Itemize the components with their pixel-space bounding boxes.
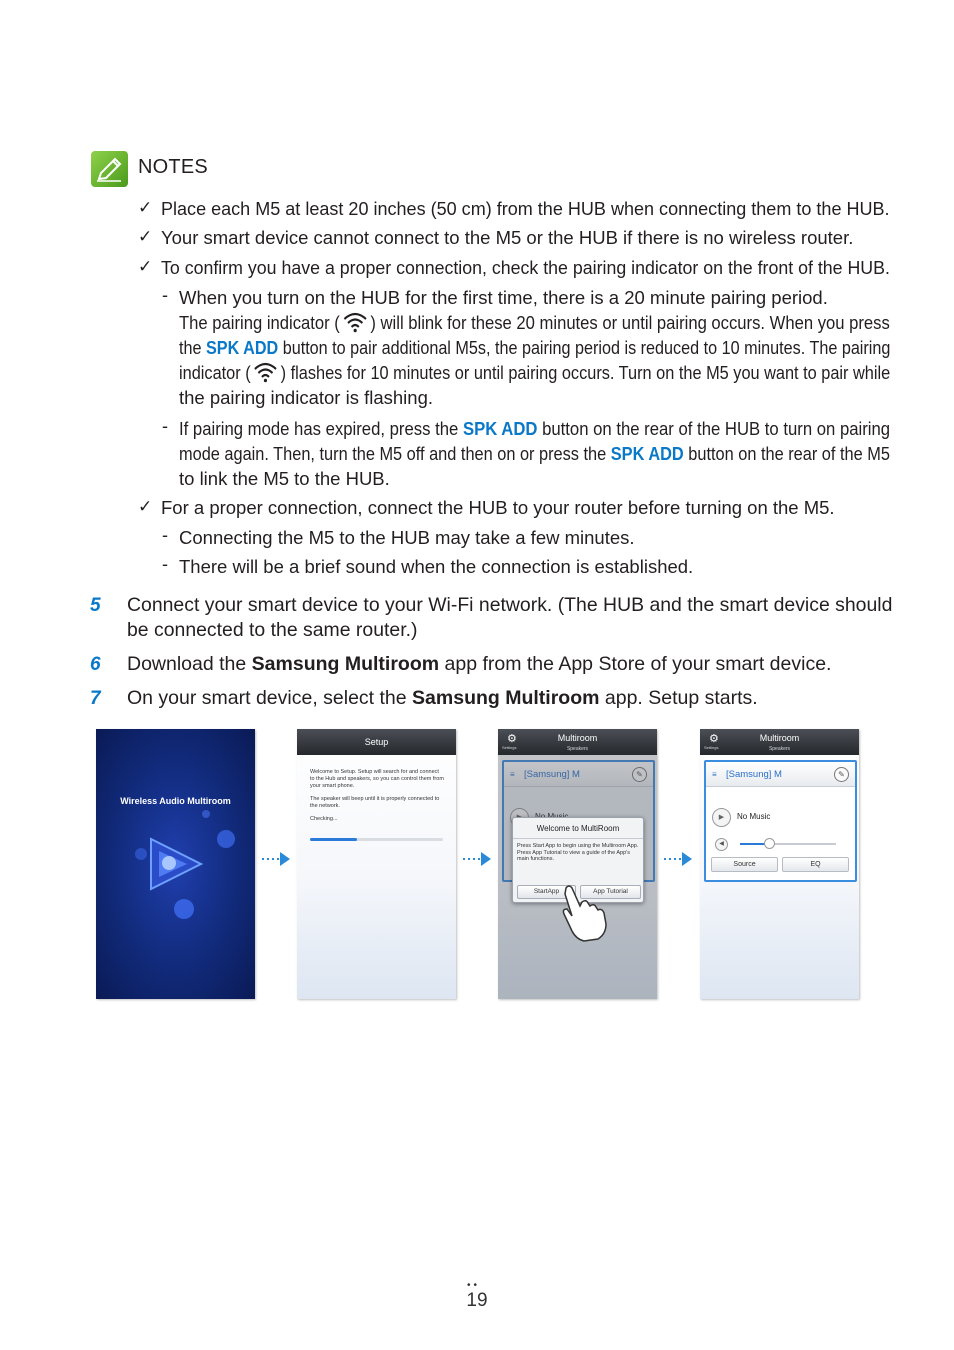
welcome-dialog-screen <box>498 729 657 999</box>
check-icon: ✓ <box>138 497 153 516</box>
dash-bullet: - <box>162 285 168 305</box>
check-icon: ✓ <box>138 257 153 276</box>
step-5-text: Connect your smart device to your Wi-Fi network. (The HUB and the smart device should be connected to the same router.) <box>127 594 893 641</box>
source-button[interactable]: Source <box>711 857 778 872</box>
volume-slider-handle[interactable] <box>764 838 775 849</box>
no-music-label: No Music <box>737 812 771 821</box>
app-topbar: ⚙ Settings Multiroom Speakers <box>700 729 859 755</box>
spk-add-keyword: SPK ADD <box>205 337 279 358</box>
arrow-right-icon <box>664 850 694 873</box>
edit-pencil-icon[interactable]: ✎ <box>834 767 849 782</box>
splash-title: Wireless Audio Multiroom <box>120 796 231 806</box>
speakers-screen <box>700 729 859 999</box>
play-icon[interactable]: ▶ <box>712 808 731 827</box>
note-item-1: Place each M5 at least 20 inches (50 cm) from the HUB when connecting them to the HUB. <box>161 198 890 219</box>
note-item-4: For a proper connection, connect the HUB to your router before turning on the M5. <box>161 497 835 518</box>
volume-icon: ◀ <box>715 838 728 851</box>
hand-pointer-icon <box>560 884 608 942</box>
step-6-text: Download the Samsung Multiroom app from the App Store of your smart device. <box>127 653 832 675</box>
setup-title: Setup <box>364 737 389 747</box>
sub2-line3: to link the M5 to the HUB. <box>179 468 390 489</box>
check-icon: ✓ <box>138 227 153 246</box>
step-number: 7 <box>90 688 101 709</box>
dash-bullet: - <box>162 554 168 574</box>
note-item-2: Your smart device cannot connect to the M5 or the HUB if there is no wireless router. <box>161 227 854 248</box>
dialog-title: Welcome to MultiRoom <box>536 824 620 833</box>
app-topbar: ⚙ Settings Multiroom Speakers <box>498 729 657 755</box>
wifi-icon <box>342 311 369 333</box>
setup-progress-bar <box>310 838 443 841</box>
step-number: 5 <box>90 595 101 616</box>
dash-bullet: - <box>162 525 168 545</box>
speaker-list-icon: ≡ <box>712 770 717 779</box>
note-item-3: To confirm you have a proper connection, check the pairing indicator on the front of the HUB. <box>161 257 890 278</box>
wifi-icon <box>252 361 278 383</box>
notes-title: NOTES <box>138 156 208 178</box>
eq-button[interactable]: EQ <box>782 857 849 872</box>
sub4-line-b: There will be a brief sound when the connection is established. <box>179 556 694 577</box>
sub1-line4: indicator ( ) flashes for 10 minutes or until pairing occurs. Turn on the M5 you want to pair while <box>179 362 891 383</box>
app-tutorial-button[interactable]: App Tutorial <box>580 885 641 899</box>
page-number: 19 <box>466 1290 488 1311</box>
spk-add-keyword: SPK ADD <box>462 418 538 439</box>
speaker-card[interactable]: ≡ [Samsung] M ✎ <box>502 760 655 882</box>
dash-bullet: - <box>162 416 168 436</box>
step-number: 6 <box>90 654 101 675</box>
sub1-line1: When you turn on the HUB for the first time, there is a 20 minute pairing period. <box>179 287 828 308</box>
page-dots: •• <box>467 1280 481 1291</box>
setup-screen <box>297 729 456 999</box>
setup-text: Welcome to Setup. Setup will search for and connect to the Hub and speakers, so you can control them from your smart phone. The speaker will beep until it is properly connected to the network. Checking... <box>310 769 444 822</box>
notes-pencil-icon <box>91 151 128 187</box>
gear-icon[interactable]: ⚙ <box>507 733 517 745</box>
check-icon: ✓ <box>138 198 153 217</box>
sub2-line1: If pairing mode has expired, press the SPK ADD button on the rear of the HUB to turn on pairing <box>179 418 891 439</box>
sub4-line-a: Connecting the M5 to the HUB may take a few minutes. <box>179 527 635 548</box>
arrow-right-icon <box>463 850 493 873</box>
spk-add-keyword: SPK ADD <box>610 443 684 464</box>
sub1-line5: the pairing indicator is flashing. <box>179 387 434 408</box>
start-app-button[interactable]: StartApp <box>517 885 576 899</box>
setup-topbar <box>297 729 456 755</box>
dialog-body: Press Start App to begin using the Multiroom App. Press App Tutorial to view a guide of the App's main functions. <box>517 843 639 862</box>
arrow-right-icon <box>262 850 292 873</box>
speaker-list-icon: ≡ <box>510 770 515 779</box>
speaker-card[interactable]: ≡ [Samsung] M ✎ ▶ No Music ◀ Source EQ <box>704 760 857 882</box>
sub2-line2: mode again. Then, turn the M5 off and then on or press the SPK ADD button on the rear of the M5 <box>179 443 890 464</box>
splash-screen <box>96 729 255 999</box>
sub1-line2: The pairing indicator ( ) will blink for these 20 minutes or until pairing occurs. When you press <box>179 312 890 333</box>
edit-pencil-icon[interactable]: ✎ <box>632 767 647 782</box>
step-7-text: On your smart device, select the Samsung Multiroom app. Setup starts. <box>127 687 758 709</box>
multiroom-logo-icon <box>133 829 213 899</box>
sub1-line3: the SPK ADD button to pair additional M5s, the pairing period is reduced to 10 minutes. The pairing <box>179 337 891 358</box>
gear-icon[interactable]: ⚙ <box>709 733 719 745</box>
